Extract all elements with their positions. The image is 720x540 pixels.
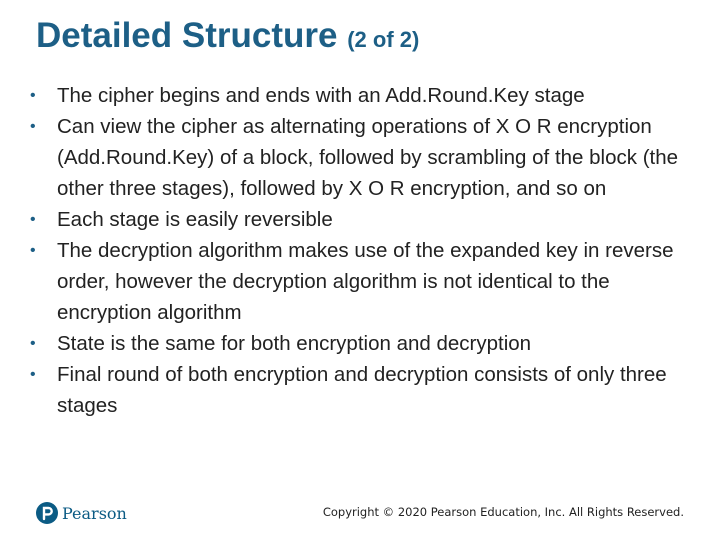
bullet-item: [30, 204, 690, 235]
bullet-item: [30, 235, 690, 328]
slide-title: [36, 16, 419, 60]
bullet-dot-icon: •: [30, 87, 36, 104]
bullet-dot-icon: •: [30, 242, 36, 259]
bullet-text: The decryption algorithm makes use of the expanded key in reverse order, however the decryption algorithm is not identical to the encryption algorithm: [57, 239, 674, 324]
bullet-dot-icon: •: [30, 211, 36, 228]
bullet-list: [30, 80, 690, 421]
slide-title-main: Detailed Structure: [36, 16, 338, 55]
bullet-item: [30, 328, 690, 359]
bullet-item: [30, 359, 690, 421]
slide-title-sub: (2 of 2): [347, 27, 420, 52]
copyright-notice: Copyright © 2020 Pearson Education, Inc. All Rights Reserved.: [322, 505, 684, 519]
bullet-item: [30, 111, 690, 204]
bullet-dot-icon: •: [30, 366, 36, 383]
bullet-text: State is the same for both encryption and decryption: [57, 332, 532, 355]
bullet-text: Final round of both encryption and decryption consists of only three stages: [57, 363, 667, 417]
pearson-p-icon: [36, 502, 58, 524]
bullet-text: Each stage is easily reversible: [57, 208, 333, 231]
pearson-logo: [36, 500, 127, 526]
bullet-dot-icon: •: [30, 118, 36, 135]
bullet-item: [30, 80, 690, 111]
bullet-text: The cipher begins and ends with an Add.Round.Key stage: [57, 84, 585, 107]
pearson-logo-text: Pearson: [62, 503, 127, 523]
bullet-dot-icon: •: [30, 335, 36, 352]
bullet-text: Can view the cipher as alternating operations of X O R encryption (Add.Round.Key) of a block, followed by scrambling of the block (the other three stages), followed by X O R encryption, and so on: [57, 115, 679, 200]
